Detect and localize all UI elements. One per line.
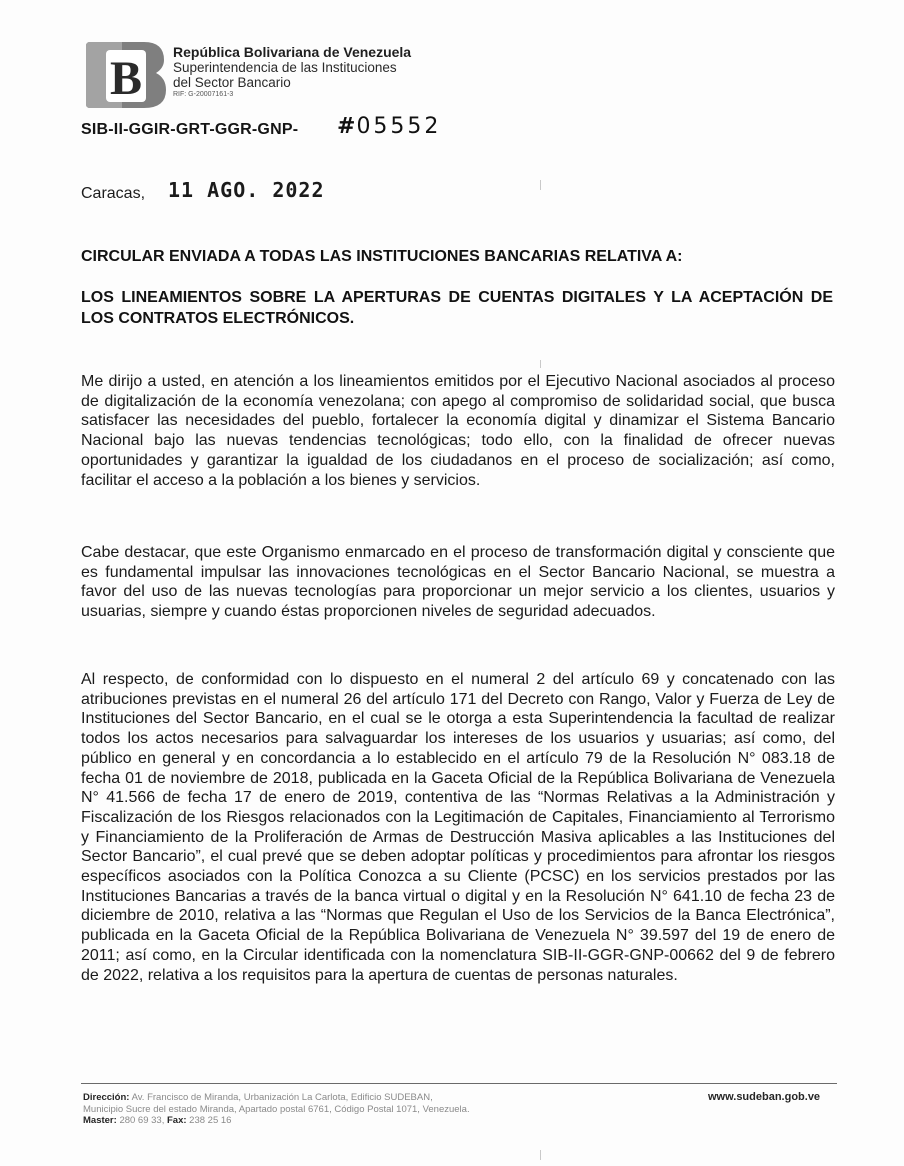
fax-label: Fax:: [166, 1115, 187, 1126]
place-label: Caracas,: [81, 185, 146, 202]
footer-phones: [83, 1115, 470, 1127]
scan-mark: [540, 1150, 541, 1160]
footer-address-line1: [83, 1092, 470, 1104]
website-link[interactable]: www.sudeban.gob.ve: [708, 1091, 821, 1103]
date-stamp: 11 AGO. 2022: [168, 178, 325, 202]
master-value: 280 69 33,: [119, 1115, 165, 1126]
master-label: Master:: [83, 1115, 117, 1126]
scan-mark: [540, 180, 541, 190]
org-subtitle-line2: del Sector Bancario: [173, 75, 291, 90]
reference-number-stamp: [337, 114, 441, 139]
organization-block: [173, 45, 411, 100]
reference-hash: #: [337, 114, 357, 139]
subject-heading: LOS LINEAMIENTOS SOBRE LA APERTURAS DE CUENTAS DIGITALES Y LA ACEPTACIÓN DE LOS CONTRATOS ELECTRÓNICOS.: [81, 289, 833, 327]
logo-letter: B: [109, 52, 143, 105]
body-paragraph-1: Me dirijo a usted, en atención a los lineamientos emitidos por el Ejecutivo Nacional asociados al proceso de digitalización de la economía venezolana; con apego al compromiso de solidaridad social, que busca satisfacer las necesidades del pueblo, fortalecer la economía digital y dinamizar el Sistema Bancario Nacional bajo las nuevas tendencias tecnológicas; todo ello, con la finalidad de ofrecer nuevas oportunidades y garantizar la igualdad de los ciudadanos en el proceso de socialización; así como, facilitar el acceso a la población a los bienes y servicios.: [81, 373, 835, 489]
address-label: Dirección:: [83, 1092, 130, 1103]
reference-number: 05552: [356, 114, 442, 139]
footer-address: [83, 1092, 470, 1127]
org-name: República Bolivariana de Venezuela: [173, 44, 412, 60]
footer-divider: [81, 1083, 837, 1084]
footer-address-line2: Municipio Sucre del estado Miranda, Apartado postal 6761, Código Postal 1071, Venezuela.: [83, 1103, 470, 1115]
address-line1: Av. Francisco de Miranda, Urbanización La Carlota, Edificio SUDEBAN,: [131, 1092, 433, 1103]
fax-value: 238 25 16: [189, 1115, 232, 1126]
circular-heading: CIRCULAR ENVIADA A TODAS LAS INSTITUCIONES BANCARIAS RELATIVA A:: [81, 248, 683, 265]
reference-code: SIB-II-GGIR-GRT-GGR-GNP-: [81, 121, 299, 138]
org-subtitle-line1: Superintendencia de las Instituciones: [173, 60, 397, 75]
scan-mark: [540, 360, 541, 368]
sudeban-logo-icon: [82, 40, 166, 110]
org-rif: RIF: G-20007161-3: [173, 91, 234, 98]
body-paragraph-3: Al respecto, de conformidad con lo dispuesto en el numeral 2 del artículo 69 y concatenado con las atribuciones previstas en el numeral 26 del artículo 171 del Decreto con Rango, Valor y Fuerza de Ley de Instituciones del Sector Bancario, en el cual se le otorga a esta Superintendencia la facultad de realizar todos los actos necesarios para salvaguardar los intereses de los usuarios y usuarias; así como, del público en general y en concordancia a lo establecido en el artículo 79 de la Resolución N° 083.18 de fecha 01 de noviembre de 2018, publicada en la Gaceta Oficial de la República Bolivariana de Venezuela N° 41.566 de fecha 17 de enero de 2019, contentiva de las “Normas Relativas a la Administración y Fiscalización de los Riesgos relacionados con la Legitimación de Capitales, Financiamiento al Terrorismo y Financiamiento de la Proliferación de Armas de Destrucción Masiva aplicables a las Instituciones del Sector Bancario”, el cual prevé que se deben adoptar políticas y procedimientos para afrontar los riesgos específicos asociados con la Política Conozca a su Cliente (PCSC) en los servicios prestados por las Instituciones Bancarias a través de la banca virtual o digital y en la Resolución N° 641.10 de fecha 23 de diciembre de 2010, relativa a las “Normas que Regulan el Uso de los Servicios de la Banca Electrónica”, publicada en la Gaceta Oficial de la República Bolivariana de Venezuela N° 39.597 del 19 de enero de 2011; así como, en la Circular identificada con la nomenclatura SIB-II-GGR-GNP-00662 del 9 de febrero de 2022, relativa a los requisitos para la apertura de cuentas de personas naturales.: [81, 671, 835, 984]
body-paragraph-2: Cabe destacar, que este Organismo enmarcado en el proceso de transformación digital y consciente que es fundamental impulsar las innovaciones tecnológicas en el Sector Bancario Nacional, se muestra a favor del uso de las nuevas tecnologías para proporcionar un mejor servicio a los clientes, usuarios y usuarias, siempre y cuando éstas proporcionen niveles de seguridad adecuados.: [81, 544, 835, 621]
